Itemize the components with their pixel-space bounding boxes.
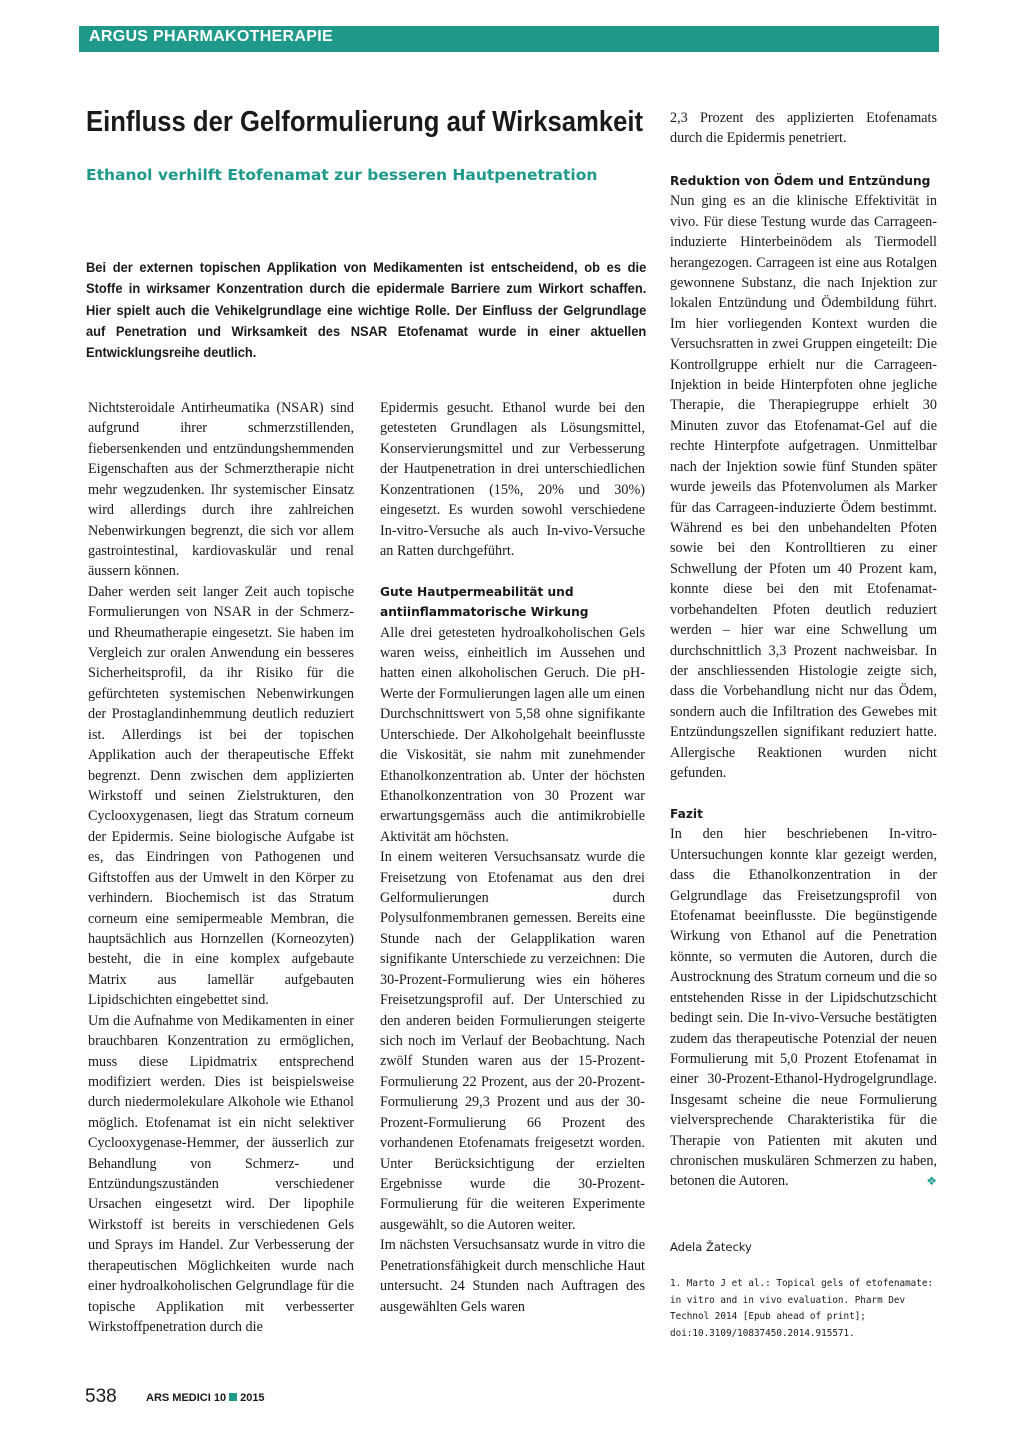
section-heading: Reduktion von Ödem und Entzündung [670, 173, 931, 188]
section-heading: Gute Hautpermeabilität und antiinflammatorische Wirkung [380, 584, 589, 620]
paragraph: Daher werden seit langer Zeit auch topische Formulierungen von NSAR in der Schmerz- und Rheumatherapie eingesetzt. Sie haben im Vergleich zur oralen Anwendung ein besseres Sicherheitsprofil, da ihr Risiko für die gefürchteten systemischen Nebenwirkungen der Prostaglandinhemmung deutlich reduziert ist. Allerdings ist bei der topischen Applikation auch der therapeutische Effekt begrenzt. Denn zwischen dem applizierten Wirkstoff und seinen Zielstrukturen, den Cyclooxygenasen, liegt das Stratum corneum der Epidermis. Seine biologische Aufgabe ist es, das Eindringen von Pathogenen und Giftstoffen aus der Umwelt in den Körper zu verhindern. Biochemisch ist das Stratum corneum eine semipermeable Membran, die hauptsächlich aus Hornzellen (Korneozyten) besteht, die in eine komplex aufgebaute Matrix aus lamellär aufgebauten Lipidschichten eingebettet sind. [88, 583, 354, 1009]
reference-list [670, 1276, 940, 1342]
paragraph: Nichtsteroidale Antirheumatika (NSAR) sind aufgrund ihrer schmerzstillenden, fiebersenkenden und entzündungshemmenden Eigenschaften aus der Schmerztherapie nicht mehr wegzudenken. Ihr systemischer Einsatz wird allerdings durch ihre zahlreichen Nebenwirkungen begrenzt, die sich vor allem gastrointestinal, kardiovaskulär und renal äussern können. [88, 400, 354, 580]
author-name: Adela Žatecky [670, 1240, 752, 1254]
paragraph: Epidermis gesucht. Ethanol wurde bei den getesteten Grundlagen als Lösungsmittel, Konservierungsmittel und zur Verbesserung der Hautpenetration in drei unterschiedlichen Konzentrationen (15%, 20% und 30%) eingesetzt. Es wurden sowohl verschiedene In-vitro-Versuche als auch In-vivo-Versuche an Ratten durchgeführt. [380, 400, 645, 559]
text-column-1 [88, 398, 354, 1337]
paragraph: 2,3 Prozent des applizierten Etofenamats durch die Epidermis penetriert. [670, 110, 937, 147]
text-column-3 [670, 108, 937, 1192]
paragraph-text: In den hier beschriebenen In-vitro-Untersuchungen konnte klar gezeigt werden, dass die Ethanolkonzentration in der Gelgrundlage das Freisetzungsprofil von Etofenamat beeinflusste. Die begünstigende Wirkung von Ethanol auf die Penetration könnte, so vermuten die Autoren, durch die Austrocknung des Stratum corneum und die so entstehenden Risse in der Lipidschutzschicht bedingt sein. Die In-vivo-Versuche bestätigten zudem das therapeutische Potenzial der neuen Formulierung mit 5,0 Prozent Etofenamat in einer 30-Prozent-Ethanol-Hydrogelgrundlage. Insgesamt scheine die neue Formulierung vielversprechende Charakteristika für die Therapie von Patienten mit akuten und chronischen muskulären Schmerzen zu haben, betonen die Autoren. [670, 826, 937, 1190]
paragraph [670, 824, 937, 1192]
page-number: 538 [85, 1386, 117, 1407]
text-column-2 [380, 398, 645, 1317]
journal-year: 2015 [240, 1392, 265, 1404]
paragraph: Um die Aufnahme von Medikamenten in einer brauchbaren Konzentration zu ermöglichen, muss diese Lipidmatrix entsprechend modifiziert werden. Dies ist beispielsweise durch niedermolekulare Alkohole wie Ethanol möglich. Etofenamat ist ein nicht selektiver Cyclooxygenase-Hemmer, der äusserlich zur Behandlung von Schmerz- und Entzündungszuständen verschiedener Ursachen eingesetzt wird. Der lipophile Wirkstoff ist bereits in verschiedenen Gels und Sprays im Handel. Zur Verbesserung der therapeutischen Möglichkeiten wurde nach einer hydroalkoholischen Gelgrundlage für die topische Applikation mit verbesserter Wirkstoffpenetration durch die [88, 1012, 354, 1335]
article-title: Einfluss der Gelformulierung auf Wirksamkeit [86, 106, 644, 138]
square-icon [229, 1393, 237, 1401]
reference-item: 1. Marto J et al.: Topical gels of etofenamate: in vitro and in vivo evaluation. Pharm Dev Technol 2014 [Epub ahead of print]; doi:10.3109/10837450.2014.915571. [670, 1278, 934, 1339]
paragraph: Im nächsten Versuchsansatz wurde in vitro die Penetrationsfähigkeit durch menschliche Haut untersucht. 24 Stunden nach Auftragen des ausgewählten Gels waren [380, 1237, 645, 1315]
end-of-article-icon: ❖ [926, 1174, 937, 1189]
journal-name: ARS MEDICI 10 [146, 1392, 227, 1404]
article-lead: Bei der externen topischen Applikation von Medikamenten ist entscheidend, ob es die Stoffe in wirksamer Konzentration durch die epidermale Barriere zum Wirkort schaffen. Hier spielt auch die Vehikelgrundlage eine wichtige Rolle. Der Einfluss der Gelgrundlage auf Penetration und Wirksamkeit des NSAR Etofenamat wurde in einer aktuellen Entwicklungsreihe deutlich. [86, 259, 647, 361]
journal-footer [146, 1392, 265, 1404]
paragraph: Alle drei getesteten hydroalkoholischen Gels waren weiss, einheitlich im Aussehen und hatten einen alkoholischen Geruch. Die pH-Werte der Formulierungen lagen alle um einen Durchschnittswert von 5,58 ohne signifikante Unterschiede. Der Alkoholgehalt beeinflusste die Viskosität, sie nahm mit zunehmender Ethanolkonzentration ab. Unter der höchsten Ethanolkonzentration von 30 Prozent war erwartungsgemäss auch die antimikrobielle Aktivität am höchsten. [380, 624, 645, 845]
paragraph: In einem weiteren Versuchsansatz wurde die Freisetzung von Etofenamat aus den drei Gelformulierungen durch Polysulfonmembranen gemessen. Bereits eine Stunde nach der Gelapplikation waren signifikante Unterschiede zu verzeichnen: Die 30-Prozent-Formulierung wies ein höheres Freisetzungsprofil auf. Der Unterschied zu den anderen beiden Formulierungen steigerte sich noch im Verlauf der Beobachtung. Nach zwölf Stunden waren aus der 15-Prozent-Formulierung 22 Prozent, aus der 20-Prozent-Formulierung 29,3 Prozent und aus der 30-Prozent-Formulierung 66 Prozent des vorhandenen Etofenamats freigesetzt worden. Unter Berücksichtigung der erzielten Ergebnisse wurde die 30-Prozent-Formulierung für die weiteren Experimente ausgewählt, so die Autoren weiter. [380, 849, 645, 1233]
article-subtitle: Ethanol verhilft Etofenamat zur besseren Hautpenetration [86, 166, 598, 184]
paragraph: Nun ging es an die klinische Effektivität in vivo. Für diese Testung wurde das Carrageen-induzierte Hinterbeinödem als Tiermodell herangezogen. Carrageen ist eine aus Rotalgen gewonnene Substanz, die nach Injektion zur lokalen Entzündung und Ödembildung führt. Im hier vorliegenden Kontext wurden die Versuchsratten in zwei Gruppen eingeteilt: Die Kontrollgruppe erhielt nur die Carrageen-Injektion in beide Hinterpfoten ohne jegliche Therapie, die Therapiegruppe erhielt 30 Minuten zuvor das Etofenamat-Gel auf die rechte Hinterpfote aufgetragen. Unmittelbar nach der Injektion sowie fünf Stunden später wurde jeweils das Pfotenvolumen als Marker für das Carrageen-induzierte Ödem bestimmt. Während es bei den unbehandelten Pfoten sowie bei den Kontrolltieren zu einer Schwellung der Pfoten um 40 Prozent kam, konnte diese bei den mit Etofenamat-vorbehandelten Pfoten deutlich reduziert werden – hier war eine Schwellung um durchschnittlich 3,3 Prozent nachweisbar. In der anschliessenden Histologie zeigte sich, dass die Vorbehandlung nicht nur das Ödem, sondern auch die Infiltration des Gewebes mit Entzündungszellen signifikant reduziert hatte. Allergische Reaktionen wurden nicht gefunden. [670, 193, 937, 782]
section-header-label: ARGUS PHARMAKOTHERAPIE [89, 28, 333, 45]
section-heading: Fazit [670, 806, 703, 821]
